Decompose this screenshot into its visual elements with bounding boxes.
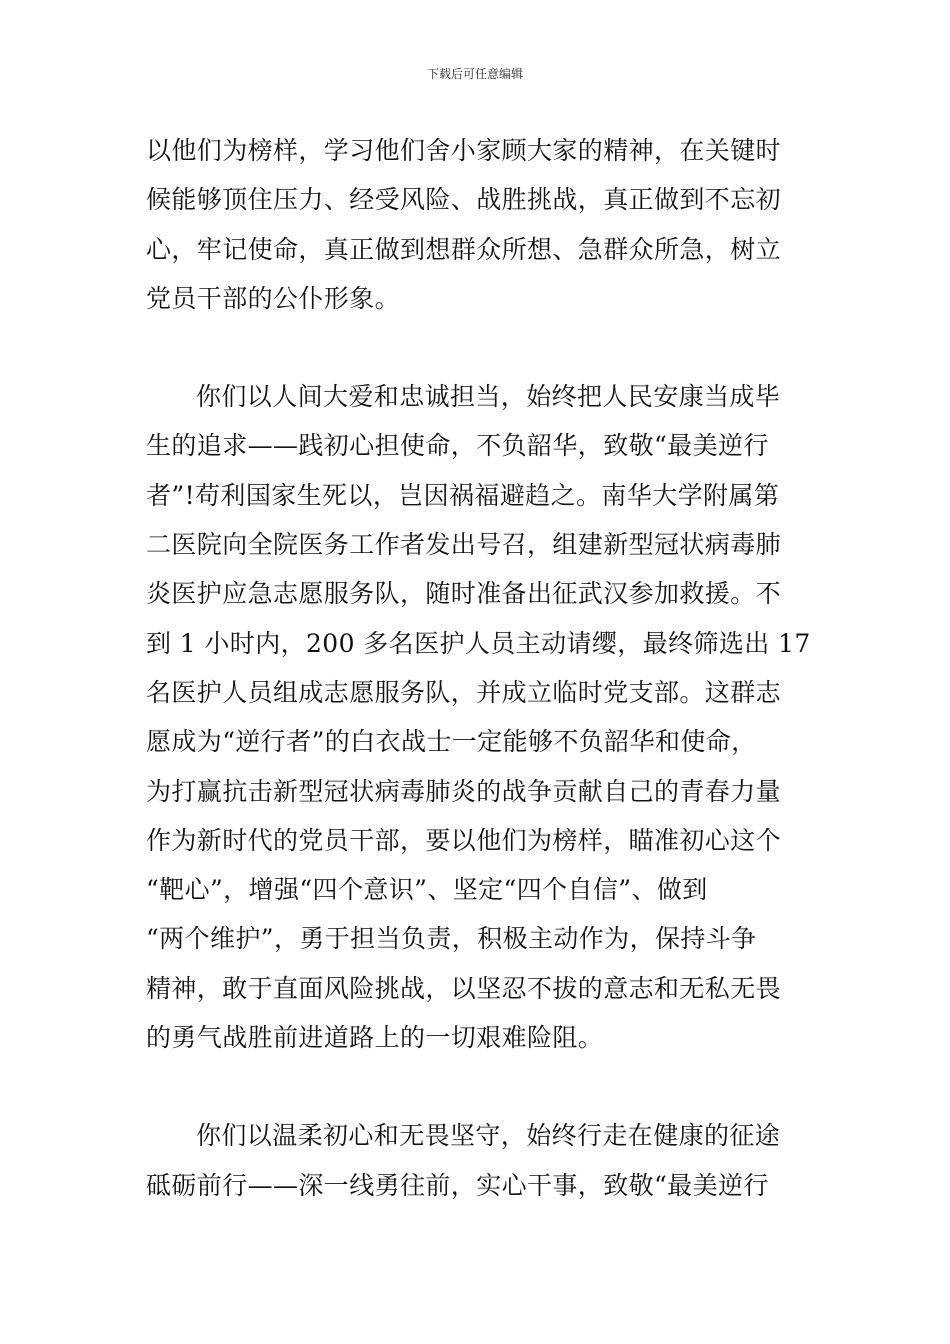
text-line: 名医护人员组成志愿服务队，并成立临时党支部。这群志 — [146, 677, 782, 707]
document-body — [146, 126, 811, 1210]
text-line: 你们以人间大爱和忠诚担当，始终把人民安康当成毕 — [196, 382, 781, 412]
text-line: 作为新时代的党员干部，要以他们为榜样，瞄准初心这个 — [146, 825, 782, 855]
text-line: “靶心”，增强“四个意识”、坚定“四个自信”、做到 — [146, 875, 708, 905]
text-line: 砥砺前行——深一线勇往前，实心干事，致敬“最美逆行 — [146, 1170, 769, 1200]
text-line: 党员干部的公仆形象。 — [146, 283, 401, 313]
text-line: 到 1 小时内，200 多名医护人员主动请缨，最终筛选出 17 — [146, 628, 811, 658]
text-line: 你们以温柔初心和无畏坚守，始终行走在健康的征途 — [196, 1121, 781, 1151]
text-line: 生的追求——践初心担使命，不负韶华，致敬“最美逆行 — [146, 431, 769, 461]
text-line: 以他们为榜样，学习他们舍小家顾大家的精神，在关键时 — [146, 136, 782, 165]
paragraph-spacer — [146, 323, 808, 372]
text-line: 为打赢抗击新型冠状病毒肺炎的战争贡献自己的青春力量 — [146, 776, 782, 806]
text-line: 候能够顶住压力、经受风险、战胜挑战，真正做到不忘初 — [146, 185, 782, 215]
paragraph-1 — [146, 126, 808, 323]
paragraph-2 — [146, 372, 811, 1062]
page-header: 下载后可任意编辑 — [426, 67, 523, 81]
paragraph-spacer — [146, 1062, 808, 1111]
text-line: 二医院向全院医务工作者发出号召，组建新型冠状病毒肺 — [146, 530, 782, 560]
text-line: 精神，敢于直面风险挑战，以坚忍不拔的意志和无私无畏 — [146, 973, 782, 1003]
text-line: 的勇气战胜前进道路上的一切艰难险阻。 — [146, 1023, 604, 1053]
text-line: 愿成为“逆行者”的白衣战士一定能够不负韶华和使命， — [146, 727, 757, 757]
text-line: 炎医护应急志愿服务队，随时准备出征武汉参加救援。不 — [146, 579, 782, 609]
text-line: “两个维护”，勇于担当负责，积极主动作为，保持斗争 — [146, 924, 757, 954]
paragraph-3 — [146, 1111, 808, 1210]
text-line: 者”!苟利国家生死以，岂因祸福避趋之。南华大学附属第 — [146, 480, 780, 510]
text-line: 心，牢记使命，真正做到想群众所想、急群众所急，树立 — [146, 234, 782, 264]
